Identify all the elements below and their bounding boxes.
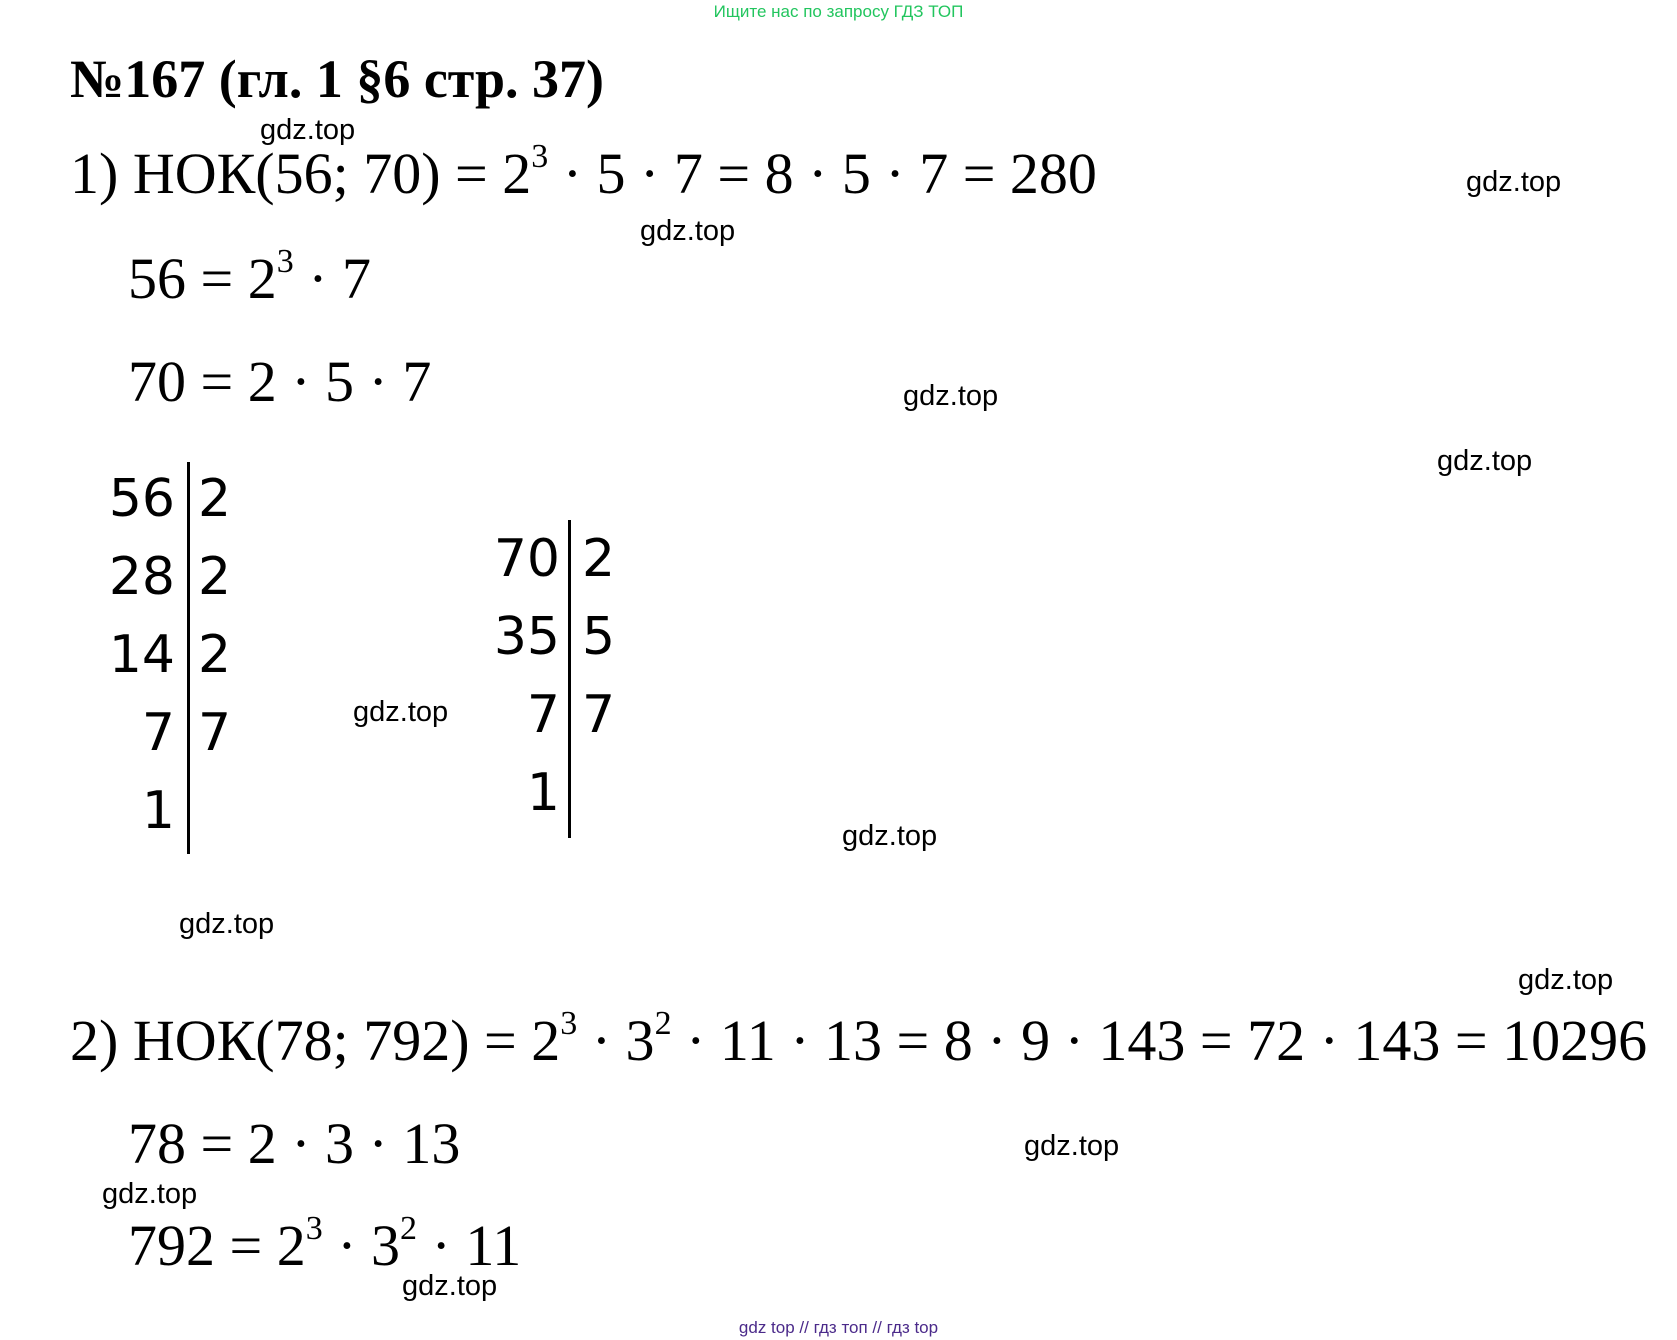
lcm-equation-2: 2) НОК(78; $792) = 2^3 \cdot 3^2 \cdot 11 \cdot 13 = 8 \cdot 9 \cdot 143 = 72 \cdot 143 = 10296$ <box>70 1004 1648 1073</box>
factorization-792: $792 = 2^3 \cdot 3^2 \cdot 11$ <box>128 1209 522 1278</box>
watermark: gdz.top <box>1024 1130 1120 1162</box>
ladder-dividend: 7 <box>141 703 175 763</box>
ladder-divisor: 2 <box>582 529 616 589</box>
watermark: gdz.top <box>353 696 449 728</box>
ladder-dividend: 56 <box>108 469 175 529</box>
ladder-divider-line <box>568 520 571 838</box>
watermark: gdz.top <box>842 820 938 852</box>
ladder-dividend: 14 <box>108 625 175 685</box>
ladder-dividend: 28 <box>108 547 175 607</box>
ladder-dividend: 7 <box>526 685 560 745</box>
ladder-dividend: 1 <box>141 781 175 841</box>
exercise-title: №167 (гл. 1 §6 стр. 37) <box>70 49 604 109</box>
ladder-dividend: 35 <box>493 607 560 667</box>
factorization-78: 78 = 2 · 3 · 13 <box>128 1111 461 1176</box>
footer-links: gdz top // гдз топ // гдз top <box>738 1318 939 1337</box>
ladder-divisor: 7 <box>198 703 232 763</box>
watermark: gdz.top <box>903 380 999 412</box>
watermark: gdz.top <box>1518 964 1614 996</box>
watermark: gdz.top <box>260 114 356 146</box>
watermark: gdz.top <box>179 908 275 940</box>
watermark: gdz.top <box>402 1270 498 1302</box>
watermark: gdz.top <box>640 215 736 247</box>
ladder-dividend: 70 <box>493 529 560 589</box>
ladder-divisor: 2 <box>198 547 232 607</box>
ladder-divisor: 2 <box>198 625 232 685</box>
ladder-divisor: 5 <box>582 607 616 667</box>
ladder-divisor <box>198 772 268 850</box>
ladder-divisor: 7 <box>582 685 616 745</box>
factorization-70: 70 = 2 · 5 · 7 <box>128 349 432 414</box>
ladder-divider-line <box>187 462 190 854</box>
ladder-divisor: 2 <box>198 469 232 529</box>
watermark: gdz.top <box>1466 166 1562 198</box>
ladder-divisor <box>582 754 652 832</box>
ladder-dividend: 1 <box>526 763 560 823</box>
top-banner: Ищите нас по запросу ГДЗ ТОП <box>713 2 964 21</box>
watermark: gdz.top <box>102 1178 198 1210</box>
watermark: gdz.top <box>1437 445 1533 477</box>
factorization-56: $56 = 2^3 \cdot 7$ <box>128 242 372 311</box>
lcm-equation-1: 1) НОК(56; $70) = 2^3 \cdot 5 \cdot 7 = 8 \cdot 5 \cdot 7 = 280$ <box>70 137 1097 206</box>
